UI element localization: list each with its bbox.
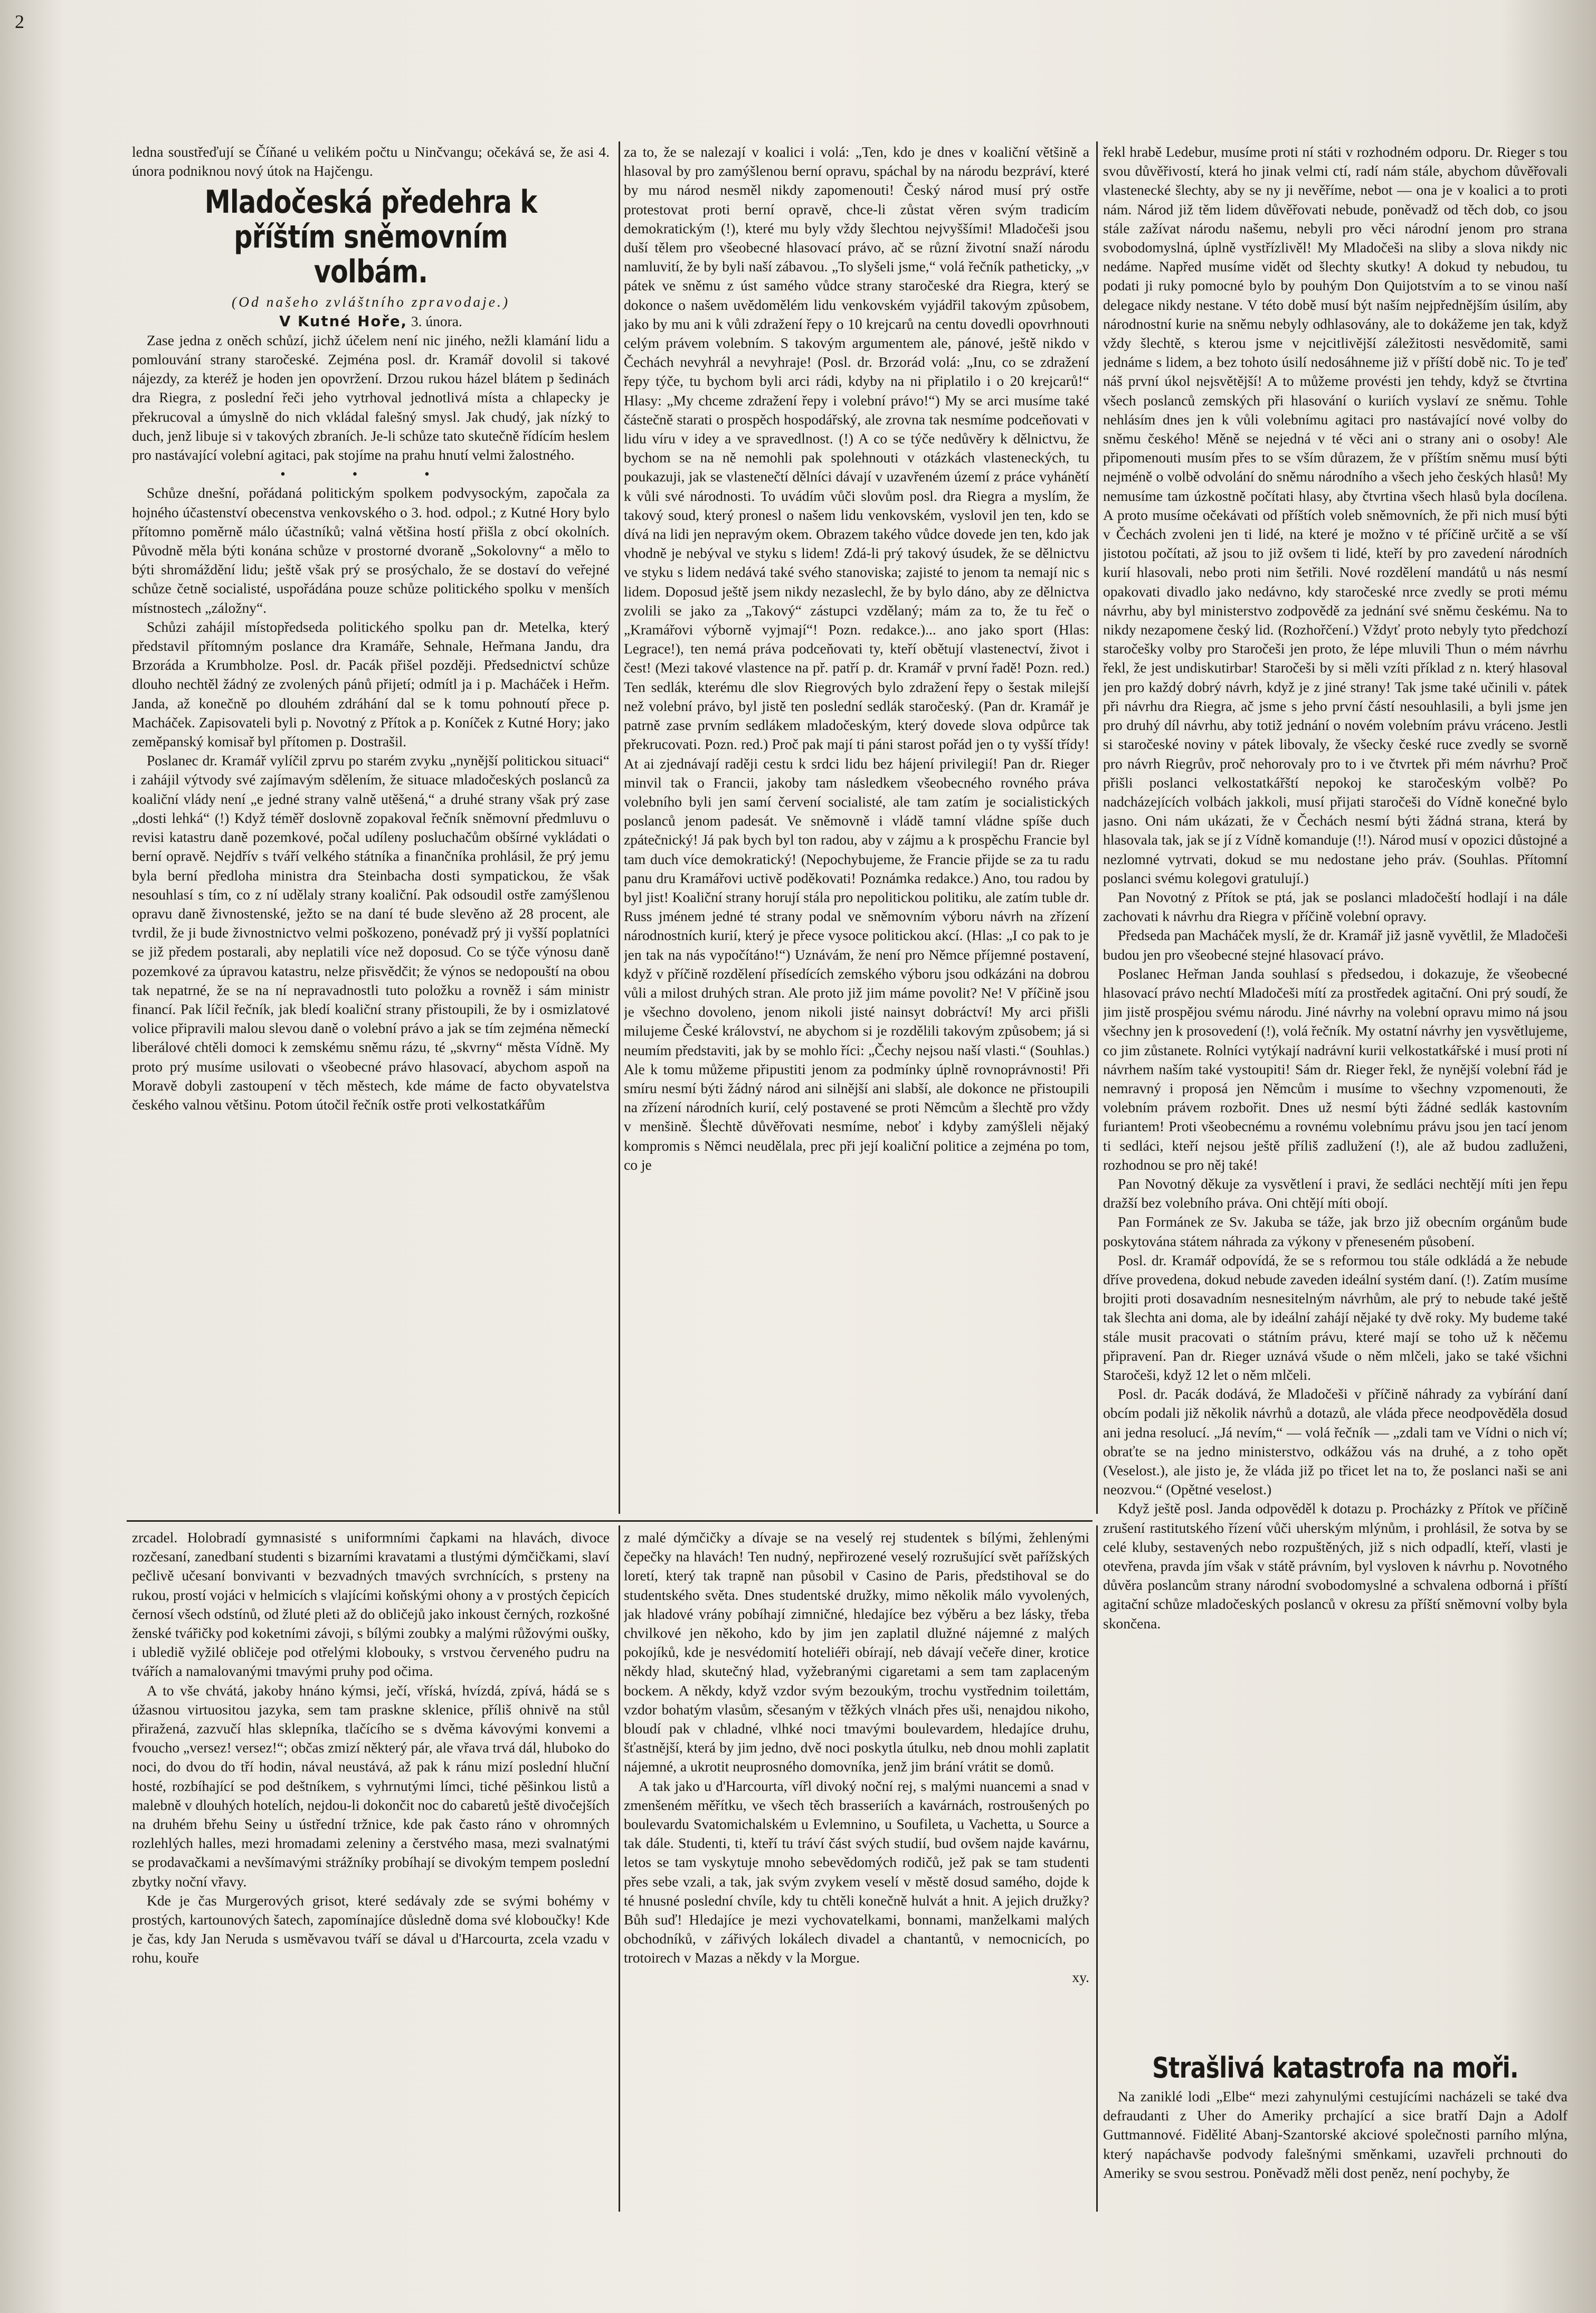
paragraph: Posl. dr. Kramář odpovídá, že se s reformou tou stále odkládá a že nebude dříve provedena, dokud nebude zaveden ideální systém daní. (!). Zatím musíme brojiti proti dosavadním nesnesitelným návrhům, ale prý to nebude také ještě tak šlechta ani doma, ale by ideální zahájí nějaké ty dvě roky. My budeme také stále musit pracovati o státním právu, které mají se toho už k něčemu připravení. Pan dr. Rieger uznává všude o něm mlčeli, jako se také všichni Staročeši, když 12 let o něm mlčeli. [1103,1252,1568,1383]
article-dateline [132,312,610,331]
column-3 [1103,143,1568,2043]
article-byline: (Od našeho zvláštního zpravodaje.) [231,293,510,310]
paragraph: Zase jedna z oněch schůzí, jichž účelem není nic jiného, nežli klamání lidu a pomlouvání strany staročeské. Zejména posl. dr. Kramář dovolil si takové nájezdy, za kteréž je hoden jen opovržení. Drzou rukou házel blátem p šedinách dra Riegra, z poslední řeči jeho vytrhoval jednotlivá místa a chlapecky je překrucoval a úmyslně do nich vkládal falešný smysl. Jak chudý, jak nízký to duch, jenž libuje si v takových zbraních. Je-li schůze tato skutečně řídícím heslem pro nastávající volební agitaci, pak stojíme na prahu hnutí velmi žalostného. [132,331,610,463]
paragraph: z malé dýmčičky a dívaje se na veselý rej studentek s bílými, žehlenými čepečky na hlavách! Ten nudný, nepřirozené veselý rozrušující svět pařížských loretí, který tak trapně nan působil v Casino de Paris, předstihoval se do studentského světa. Dnes studentské družky, mimo několik málo vyvolených, jak hladové vrány pobíhají zimničné, hledajíce bez výběru a bez lásky, třeba chvilkové jen někoho, kdo by jim jen zaplatil dlužné nájemné z malých pokojíků, kde je nesvédomití hoteliéři obírají, neb dávají večeře diner, krotice někdy hlad, skutečný hlad, vyžebranými cigaretami a sem tam zaplaceným bockem. A někdy, když vzdor svým bezoukým, trochu vystřednim toilettám, vzdor bohatým vlasům, sčesaným v těžkých vlnách přes uši, nenajdou nikoho, bloudí pak v chladné, vlhké noci tmavými boulevardem, hledajíce druhu, šťastnější, která by jim jedno, dvě noci poskytla útulku, neb dnou mohli zaplatit nájemné, a ukrotit neuprosného domovníka, jenž jim brání vrátit se domů. [624,1529,1089,1775]
paragraph: Pan Formánek ze Sv. Jakuba se táže, jak brzo již obecním orgánům bude poskytována státem náhrada za výkony v přeneseném působení. [1103,1214,1568,1249]
column-rule-1-bottom [619,1525,620,2212]
paragraph: za to, že se nalezají v koalici i volá: „Ten, kdo je dnes v koaliční většině a hlasoval by pro zamýšlenou berní opravu, spáchal by na národu bezpráví, které by mu národ nesměl nikdy zapomenouti! Český národ musí prý ostře protestovat proti berní opravě, chce-li zůstat věren svým tradicím demokratickým (!), které mu byly vždy šlechtou nejvyššími! Mladočeši jsou duší tělem pro všeobecné hlasovací právo, ač se různí životní snaží národu namluvití, že by byli naší zábavou. „To slyšeli jsme,“ volá řečník patheticky, „v pátek ve sněmu z úst samého vůdce strany staročeské dra Riegra, který se dokonce o našem uvědomělém lidu venkovském vyjádřil takovým způsobem, jako by mu ani k vůli zdražení řepy o 10 krejcarů na centu dovedli opovrhnouti celým právem volebním. S takovým argumentem ale, pánové, ještě nikdo v Čechách nevyhrál a nevyhraje! (Posl. dr. Brzorád volá: „Inu, co se zdražení řepy týče, tu bychom byli arci rádi, kdyby na ni připlatilo i o 20 krejcarů!“ Hlasy: „My chceme zdražení řepy i volební právo!“) My se arci musíme také částečně starati o prospěch hospodářský, ale zrovna tak nesmíme podceňovati v lidu víru v idey a ve spravedlnost. (!) A co se týče nedůvěry k dělnictvu, že bychom se na ně nemohli pak spolehnouti v otázkách vlasteneckých, tu poukazuji, jak se vlastenečtí dělníci dávají v uzavřeném území z práce vyhánětí k vůli své národnosti. To uvádím vůči slovům posl. dra Riegra a myslím, že takový soud, který pronesl o našem lidu venkovském, vyslovil jen ten, kdo se dívá na lidi jen nepravým okem. Obrazem takého vůdce dovede jen ten, kdo jak vhodně je nebýval ve styku s lidem! Zdá-li prý takový úsudek, že se dělnictvu ve styku s lidem nedává také svého stanoviska; zajisté to jenom ta nemají nic s lidem. Doposud ještě jsem nikdy nezaslechl, že by bylo dáno, aby ze dělnictva zvolili se jako za „Takový“ zástupci vzdělaný; mám za to, že tu řeč o „Kramářovi výborně vyjmají“! Pozn. redakce.)... ano jako sport (Hlas: Legrace!), ten nemá práva podceňovati ty, kteří obětují vlastenectví, život i čest! (Mezi takové vlastence na př. patří p. dr. Kramář v první řadě! Pozn. red.) Ten sedlák, kterému dle slov Riegrových bylo zdražení řepy o šestak milejší než volební právo, byl jistě ten poslední sedlák staročeský. (Pan dr. Kramář je patrně zase prvním sedlákem mladočeským, který dovede slova odpůrce tak překrucovati. Pozn. red.) Proč pak mají ti páni starost pořád jen o ty vyšší třídy! At ai zjednávají raději cestu k srdci lidu bez hájení privilegií! Pan dr. Rieger minvil tak o Francii, jakoby tam následkem všeobecného rovného práva volebního byli jen samí červení socialisté, ale tam zatím je socialistických poslanců jenom padesát. Ve sněmovně i vládě tamní vládne spíše duch zpátečnický! Já pak bych byl ton radou, aby v zájmu a k prospěchu Francie byl tam duch více demokratický! (Nepochybujeme, že Francie přijde se za tu radu panu dru Kramářovi uctivě poděkovati! Poznámka redakce.) Ano, tou radou by byl jist! Koaliční strany horují stála pro nepolitickou politiku, ale zatím tuble dr. Russ jménem jedné té strany podal ve sněmovním výboru návrh na zřízení národnostních kurií, který je přece vysoce politickou akcí. (Hlas: „I co pak to je jen tak na nás vypočítáno!“) Uznávám, že není pro Němce příjemné postavení, když v příčině rozdělení přísedících zemského výboru jsou odkázáni na dobrou vůli a milost druhých stran. Ale proto již jim máme povolit? Ne! V příčině jsou je všechno dovoleno, jenom nikoli jisté nainsyt dobráctví! My arci přišli milujeme České království, ne abychom si je rozdělili takovým způsobem; já si neumím představiti, jak by se mohlo říci: „Čechy nejsou naší vlasti.“ (Souhlas.) Ale k tomu můžeme připustiti jenom za podmínky úplně rovnoprávnosti! Při smíru nesmí býti žádný národ ani silnější ani slabší, ale dokonce ne přistoupili na zřízení národních kurií, celý postavené se proti Němcům a šlechtě pro vždy v menšině. Šlechtě důvěřovati nesmíme, neboť i kdyby zamýšleli nějaký kompromis s Němci neudělala, prec při její koaliční politice a zejména po tom, co je [624,144,1089,1173]
section-divider [127,1520,1092,1522]
page-corner-mark: 2 [15,11,24,32]
paragraph: Na zaniklé lodi „Elbe“ mezi zahynulými cestujícími nacházeli se také dva defraudanti z Uher do Ameriky prchající a sice bratří Dajn a Adolf Guttmannové. Fidělité Abanj-Szantorské akciové společnosti parního mlýna, který napáchavše podvody falešnými směnkami, uzavřeli prchnouti do Ameriky se svou sestrou. Poněvadž měli dost peněz, není pochyby, že [1103,2088,1568,2181]
column-2-top [624,143,1089,1513]
paragraph: řekl hrabě Ledebur, musíme proti ní státi v rozhodném odporu. Dr. Rieger s tou svou důvěřivostí, která ho jinak velmi ctí, radí nám stále, abychom důvěřovali vlastenecké šlechty, aby se ny ji nevěříme, nebot — ona je v koalici a to proti nám. Národ již těm lidem důvěřovati nebude, poněvadž od těch dob, co jsou stále zažívat národu našemu, nebyli pro věci národní jenom pro strana svobodomyslná, úplně vystřízlivěl! My Mladočeši na sliby a slova nikdy nic nedáme. Napřed musíme vidět od šlechty skutky! A dokud ty nebudou, tu podati ji ruky pomocné bylo by pouhým Don Quijotstvím a to se vinou naší delegace nikdy nestane. V této době musí být naším nejpřednějším úsilím, aby národnostní kurie na sněmu nebyly odhlasovány, ale to dokážeme jen tak, když vždy šlechtě, s kterou jsme v nejcitlivější záležitosti nesvědomitě, sami jednáme s lidem, a bez tohoto úsilí nedosáhneme již v příští době nic. To je teď náš první úkol nejsvětější! A to můžeme provésti jen tehdy, když se čtvrtina všech poslanců zemských při hlasování o kuriích vyslaví ze sněmu. Tohle nehlásím dnes jen k vůli volebnímu agitaci pro nastávající nové volby do sněmu českého! Měně se nejedná v té věci ani o strany ani o osoby! Ale připomenouti musím přes to se vším důrazem, že v příštím sněmu musí býti nejméně o volbě odvolání do sněmu národního a všech jeho českých hlasů! My nemusíme tam úzkostně počítati hlasy, aby čtvrtina všech hlasů byla docílena. A proto musíme očekávati od příštích voleb sněmovních, že při nich musí býti v Čechách zvoleni jen ti lidé, na které je možno v té příčině určitě a se vší jistotou počítati, až jsou to již ovšem ti lidé, kteří by pro zavedení národních kurií hlasovali, nebo proti nim šetřili. Nové rozdělení mandátů u nás nesmí opakovati divadlo jako nedávno, kdy staročeské nrce zvedly se proti mému návrhu, aby byl ministerstvo zodpovědě za jednání své sněmu českému. Na to nikdy nezapomene český lid. (Rozhořčení.) Vždyť proto nebyly tyto předchozí staročešky volby pro Staročeši jen proto, že lépe mluvili Thun o mém návrhu řekl, že jest undiskutirbar! Staročeši by si měli vzíti příklad z n. který hlasoval jen pro každý dobrý návrh, když je z jiné strany! Tak jsme také učinili v. pátek při návrhu dra Riegra, ač jsme s jeho první částí nesouhlasili, a byli jsme jen pro druhý díl návrhu, aby totiž jednání o novém volebním právu vráceno. Jestli si staročeské noviny v pátek libovaly, že všecky české ruce zvedly se svorně pro návrh Riegrův, proč nehorovaly pro to i ve čtvrtek při mém návrhu? Proč přišli poslanci velkostatkářští nepokoj ke staročeským volbě? Po nadcházejících volbách jakkoli, musí přijati staročeši do Vídně konečné bylo jasno. Oni nám ukázati, že v Čechách nesmí býti žádná strana, která by hlasovala tak, jak se jí z Vídně komanduje (!!). Národ musí v opozici důstojné a nezlomné vytrvati, dokud se mu nedostane jeho práv. (Souhlas. Přítomní poslanci svému kolegovi gratulují.) [1103,144,1568,886]
dateline-place: V Kutné Hoře, [279,312,407,330]
dateline-date: 3. února. [411,312,462,329]
column-1-bottom [132,1528,610,2214]
article-headline: Mladočeská předehra k příštím sněmovním volbám. [204,184,537,291]
paragraph: zrcadel. Holobradí gymnasisté s uniformními čapkami na hlavách, divoce rozčesaní, zanedbaní studenti s bizarními kravatami a tlustými dýmčičkami, slaví pečlivě učesaní bonvivanti v bezvadných tmavých svrchnících, s prsteny na rukou, prostí vojáci v helmicích s vlajícími koňskými ohony a v prostých čepicích černosí všech odstínů, od žluté pleti až do obličejů jako inkoust černých, rozkošné ženské tvářičky pod koketními závoji, s bílými zoubky a malými růžovými oušky, i ublediě vyžilé obličeje pod otřelými klobouky, s vrstvou červeného pudru na tvářích a namalovanými tmavými pruhy pod očima. [132,1529,610,1680]
paragraph: Poslanec Heřman Janda souhlasí s předsedou, i dokazuje, že všeobecné hlasovací právo nechtí Mladočeši mítí za prostředek agitační. Oni prý soudí, že jim jistě prospějou svému národu. Jiné návrhy na volební opravu mimo ná jsou všechny jen k prosovedení (!), volá řečník. My ostatní návrhy jen vysvětlujeme, co jim zůstanete. Rolníci vytýkají nadrávní kurii velkostatkářské i musí proti ní návrhem naším také vystoupiti! Sám dr. Rieger řekl, že nynější volební řád je nemravný i proposá jen Němcům i musíme to všechny vzpomenouti, že volebním právem rozbořit. Dnes už nesmí býti žádné sedlák kastovním furiantem! Proti všeobecnému a rovnému volebnímu právu jsou jen tací jenom ti sedláci, kteří nejsou ještě příliš zadlužení (!), ale až budou zadluženi, rozhodnou se pro něj také! [1103,965,1568,1173]
paragraph: A tak jako u d'Harcourta, vířl divoký noční rej, s malými nuancemi a snad v zmenšeném měřítku, ve všech těch brasseriích a kavárnách, rostroušených po boulevardu Svatomichalském u Evlemnino, u Soufileta, u Vachetta, u Source a tak dále. Studenti, ti, kteří tu tráví část svých studií, bud ovšem najde kavárnu, letos se tam vyskytuje mnoho sebevědomých rodičů, jež pak se tam studenti přes sebe vzali, a tak, jak svým zvykem veselí v městě dosud samého, dojde k té hnusné poslední chvíle, kdy tu chtěli konečně hulvát a hnit. A jejich družky? Bůh suď! Hledajíce je mezi vychovatelkami, bonnami, manželkami malých obchodníků, v zářivých lokálech divadel a chantantů, v nemocnicích, po trotoirech v Mazas a někdy v la Morgue. [624,1777,1089,1966]
column-3-bottom [1103,2048,1568,2217]
paragraph: Pan Novotný z Přítok se ptá, jak se poslanci mladočeští hodlají i na dále zachovati k návrhu dra Riegra v příčině volební opravy. [1103,888,1568,925]
article-headline-katastrofa: Strašlivá katastrofa na moři. [1152,2051,1518,2084]
paragraph: A to vše chvátá, jakoby hnáno kýmsi, ječí, vříská, hvízdá, zpívá, hádá se s úžasnou virtuositou jazyka, sem tam praskne sklenice, příliš ohnivě na stůl přiražená, zazvučí hlas sklepníka, tlačícího se s dvěma kávovými konvemi a fvoucho „versez! versez!“; občas zmizí některý pár, ale vřava trvá dál, hluboko do noci, do dvou do tří hodin, nával neustává, až pak k ránu mizí poslední hluční hosté, rozbíhající se pod deštníkem, s vyhrnutými límci, tiché pěšinkou listů a malebně v dlouhých hotelích, nejdou-li dokončit noc do cabaretů ještě divočejších na druhém břehu Seiny u ústřední tržnice, kde pak často ráno v ohromných rozlehlých halles, mezi hromadami zeleniny a čerstvého masa, mezi svalnatými se prodavačkami a nevšímavými strážníky probíhají se divokým tempem poslední zbytky noční vřavy. [132,1682,610,1890]
column-rule-1-top [619,141,620,1514]
paragraph: Kde je čas Murgerových grisot, které sedávaly zde se svými bohémy v prostých, kartounových šatech, zapomínajíce důsledně doma své kloboučky! Kde je čas, kdy Jan Neruda s usměvavou tváří se dával u d'Harcourta, zcela vzadu v rohu, kouře [132,1892,610,1966]
intro-paragraph: ledna soustřeďují se Číňané u velikém počtu u Ninčvangu; očekává se, že asi 4. února podniknou nový útok na Hajčengu. [132,144,610,179]
paragraph: Schůzi zahájil místopředseda politického spolku pan dr. Metelka, který představil přítomným poslance dra Kramáře, Sehnale, Heřmana Jandu, dra Brzoráda a Krumbholze. Posl. dr. Pacák přišel později. Předsednictví schůze dlouho nechtěl žádný ze zvolených pánů přijetí; odmítl ja i p. Macháček i Heřm. Janda, až konečně po dlouhém zdráhání dal se k tomu pohnoutí přece p. Macháček. Zapisovateli byli p. Novotný z Přítok a p. Koníček z Kutné Hory; jako zeměpanský komisař byl přítomen p. Dostrašil. [132,618,610,750]
paragraph: Předseda pan Macháček myslí, že dr. Kramář již jasně vyvětlil, že Mladočeši budou jen pro všeobecné stejné hlasovací právo. [1103,927,1568,963]
column-2-bottom [624,1528,1089,2214]
column-rule-2-bottom [1096,1525,1098,2212]
section-stars: • • • [280,466,461,482]
column-1-top [132,143,610,1513]
paragraph: Posl. dr. Pacák dodává, že Mladočeši v příčině náhrady za vybírání daní obcím podali již několik návrhů a dotazů, ale vláda přece neodpověděla dosud ani jedna resolucí. „Já nevím,“ — volá řečník — „zdali tam ve Vídni o nich ví; obraťte se na jedno ministerstvo, odkážou vás na druhé, a z toho opět (Veselost.), ale jisto je, že vláda již po třicet let na to, že poslanci naši se ani neozvou.“ (Opětné veselost.) [1103,1386,1568,1498]
column-rule-2-top [1096,141,1098,1514]
paragraph: Když ještě posl. Janda odpověděl k dotazu p. Procházky z Přítok ve příčině zrušení rastitutského řízení vůči uherským mlýnům, i prohlásil, že sotva by se celé kluby, sestavených nebo rozpuštěných, již s nich odpadlí, kteří, vlasti je otevřena, pravda jím však v státě právním, byl vysloven k návrhu p. Novotného důvěra poslancům strany národní svobodomyslné a schvalena odborná i příští agitační schůze mladočeských poslanců v okresu za příští sněmovní volby byla skončena. [1103,1500,1568,1632]
paragraph: Schůze dnešní, pořádaná politickým spolkem podvysockým, započala za hojného účastenství obecenstva venkovského o 3. hod. odpol.; z Kutné Hory bylo přítomno poměrně málo účastníků; valná většina hostí přišla z obcí okolních. Původně měla býti konána schůze v prostorné dvoraně „Sokolovny“ a mělo to býti shromáždění lidu; ještě však prý se prosýchalo, že se dostaví do veřejné schůze četně socialisté, uspořádána pouze schůze politického spolku v menších místnostech „záložny“. [132,485,610,616]
paragraph: Poslanec dr. Kramář vylíčil zprvu po starém zvyku „nynější politickou situaci“ i zahájil výtvody své zajímavým sdělením, že situace mladočeských poslanců za koaliční vlády není „e jedné strany valně utěšená,“ a druhé strany však prý zase „dosti lehká“ (!) Když téměř doslovně zopakoval řečník sněmovní předmluvu o revisi katastru daně pozemkové, počal udíleny posluchačům obšírné vykládati o berní opravě. Nejdřív s tváří velkého státníka a finančníka prohlásil, že prý jemu byla berní předloha ministra dra Steinbacha dosti sympatickou, že však nesouhlasí s tím, co z ní udělaly strany koaliční. Pak odsoudil ostře zamýšlenou opravu daně živnostenské, ježto se na daní té bude slevěno až 28 procent, ale tvrdil, že ji bude živnostnictvo velmi poškozeno, ponévadž prý ji vyšší poplatníci se již předem postarali, aby neplatili více než doposud. Co se týče výnosu daně pozemkové za úpravou katastru, nelze přisvědčit; že výnos se nedopouští na obou tak nepatrné, že se na ní nepravadnostli tuto položku a rovněž i sám ministr financí. Pak líčil řečník, jak bledí koaliční strany přistoupili, že by i osmizlatové volice připravili malou slevou daně o volební právo a jak se tím zejména německí liberálové chtěli domoci k zemskému sněmu rázu, té „skvrny“ města Vídně. My proto prý musíme usilovati o všeobecné právo hlasovací, abychom aspoň na Moravě dobyli zastoupení v těch městech, kde máme de facto obyvatelstva českého valnou většinu. Potom útočil řečník ostře proti velkostatkářům [132,752,610,1113]
paragraph: Pan Novotný děkuje za vysvětlení i pravi, že sedláci nechtějí míti jen řepu dražší bez volebního práva. Oni chtějí míti obojí. [1103,1175,1568,1211]
author-signature: xy. [1072,1968,1089,1985]
